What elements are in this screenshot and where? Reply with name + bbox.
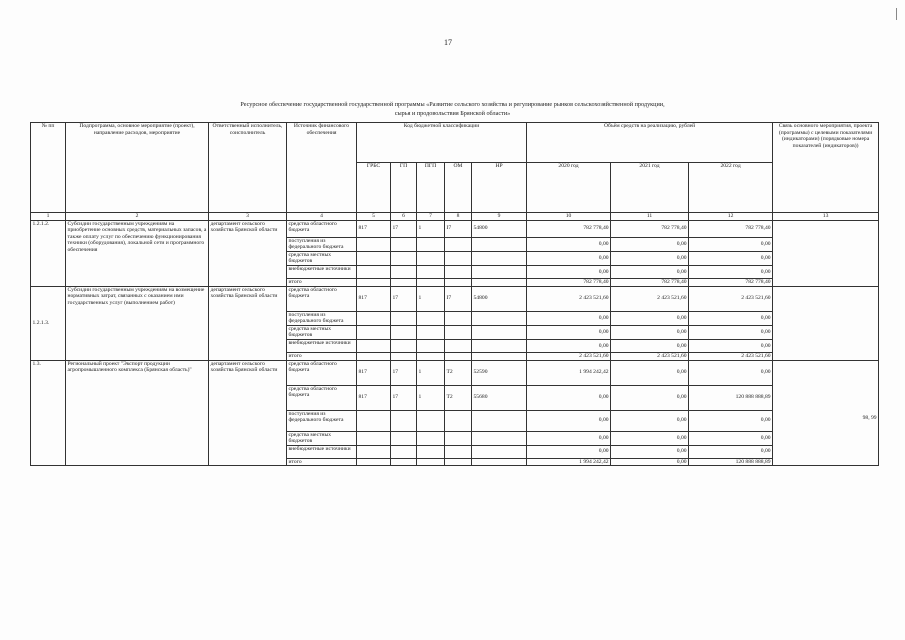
budget-code-gp: 17	[391, 286, 417, 311]
column-index: 8	[445, 213, 472, 221]
budget-code-om	[445, 352, 472, 360]
budget-code-gp	[391, 251, 417, 265]
budget-code-om	[445, 431, 472, 445]
amount-2020: 1 994 242,42	[527, 360, 611, 385]
amount-2020: 2 423 521,60	[527, 286, 611, 311]
budget-code-grbs	[357, 352, 391, 360]
header-volume: Объём средств на реализацию, рублей	[527, 123, 773, 163]
budget-code-grbs	[357, 265, 391, 278]
amount-2020: 1 994 242,42	[527, 458, 611, 466]
budget-code-grbs: 817	[357, 360, 391, 385]
funding-source-label: средства областного бюджета	[287, 385, 357, 410]
budget-code-grbs: 817	[357, 286, 391, 311]
budget-code-pgp	[417, 237, 445, 251]
budget-code-om	[445, 311, 472, 325]
budget-code-grbs: 817	[357, 220, 391, 237]
budget-code-grbs	[357, 431, 391, 445]
budget-code-om: I7	[445, 220, 472, 237]
budget-table-body	[31, 220, 879, 466]
header-grbs: ГРБС	[357, 163, 391, 213]
funding-source-label: внебюджетные источники	[287, 265, 357, 278]
budget-code-pgp	[417, 265, 445, 278]
budget-code-grbs	[357, 458, 391, 466]
budget-code-om	[445, 265, 472, 278]
header-om: ОМ	[445, 163, 472, 213]
budget-code-om	[445, 458, 472, 466]
budget-code-pgp	[417, 251, 445, 265]
amount-2022: 0,00	[689, 410, 773, 431]
amount-2022: 120 888 888,89	[689, 458, 773, 466]
header-source: Источник финансового обеспечения	[287, 123, 357, 213]
funding-source-label: поступления из федерального бюджета	[287, 237, 357, 251]
amount-2021: 0,00	[611, 458, 689, 466]
funding-source-row	[31, 220, 879, 237]
budget-code-nr	[472, 251, 527, 265]
resource-budget-table	[30, 122, 879, 466]
column-index: 7	[417, 213, 445, 221]
budget-code-gp	[391, 352, 417, 360]
amount-2022: 2 423 521,60	[689, 286, 773, 311]
amount-2021: 0,00	[611, 431, 689, 445]
funding-source-label: поступления из федерального бюджета	[287, 410, 357, 431]
budget-code-om	[445, 410, 472, 431]
column-index: 12	[689, 213, 773, 221]
header-indicator-link: Связь основного мероприятия, проекта (программы) с целевыми показателями (индикаторами) (порядковые номера показателей (индикаторов))	[773, 123, 879, 213]
budget-code-pgp: 1	[417, 385, 445, 410]
amount-2022: 0,00	[689, 445, 773, 458]
page-number: 17	[444, 38, 452, 47]
amount-2020: 0,00	[527, 431, 611, 445]
total-label: итого	[287, 278, 357, 286]
budget-code-grbs: 817	[357, 385, 391, 410]
budget-code-nr	[472, 237, 527, 251]
budget-code-pgp	[417, 410, 445, 431]
budget-code-gp	[391, 458, 417, 466]
funding-source-label: средства областного бюджета	[287, 220, 357, 237]
amount-2021: 0,00	[611, 360, 689, 385]
budget-code-nr	[472, 325, 527, 339]
amount-2021: 0,00	[611, 339, 689, 352]
amount-2022: 0,00	[689, 311, 773, 325]
section-executor: департамент сельского хозяйства Брянской области	[209, 286, 287, 360]
budget-code-pgp	[417, 445, 445, 458]
budget-code-grbs	[357, 445, 391, 458]
amount-2020: 0,00	[527, 311, 611, 325]
funding-source-label: средства местных бюджетов	[287, 431, 357, 445]
scan-edge-mark	[896, 8, 897, 20]
amount-2022: 0,00	[689, 339, 773, 352]
budget-code-pgp: 1	[417, 220, 445, 237]
column-index: 3	[209, 213, 287, 221]
column-index: 13	[773, 213, 879, 221]
header-program: Подпрограмма, основное мероприятие (проект), направление расходов, мероприятие	[66, 123, 209, 213]
header-gp: ГП	[391, 163, 417, 213]
amount-2022: 2 423 521,60	[689, 352, 773, 360]
budget-code-gp	[391, 278, 417, 286]
indicator-link	[773, 220, 879, 286]
budget-code-grbs	[357, 251, 391, 265]
header-executor: Ответственный исполнитель, соисполнитель	[209, 123, 287, 213]
section-executor: департамент сельского хозяйства Брянской области	[209, 220, 287, 286]
budget-code-om: T2	[445, 385, 472, 410]
funding-source-label: средства местных бюджетов	[287, 251, 357, 265]
budget-code-gp	[391, 325, 417, 339]
budget-code-gp	[391, 265, 417, 278]
budget-code-pgp: 1	[417, 286, 445, 311]
amount-2020: 0,00	[527, 339, 611, 352]
column-index-row	[31, 213, 879, 221]
amount-2021: 0,00	[611, 325, 689, 339]
amount-2021: 0,00	[611, 237, 689, 251]
document-title-line-2: сырья и продовольствия Брянской области»	[394, 110, 511, 117]
budget-code-nr	[472, 265, 527, 278]
amount-2020: 0,00	[527, 251, 611, 265]
amount-2021: 782 778,40	[611, 220, 689, 237]
budget-code-grbs	[357, 311, 391, 325]
funding-source-label: поступления из федерального бюджета	[287, 311, 357, 325]
funding-source-label: средства областного бюджета	[287, 360, 357, 385]
column-index: 6	[391, 213, 417, 221]
budget-code-nr	[472, 339, 527, 352]
budget-code-nr: 54800	[472, 220, 527, 237]
amount-2020: 782 778,40	[527, 278, 611, 286]
section-title: Субсидии государственным учреждениям на возмещение нормативных затрат, связанных с оказанием ими государственных услуг (выполнением работ)	[66, 286, 209, 360]
header-number: № пп	[31, 123, 66, 213]
budget-code-pgp	[417, 278, 445, 286]
header-year-2022: 2022 год	[689, 163, 773, 213]
amount-2022: 0,00	[689, 325, 773, 339]
budget-code-grbs	[357, 339, 391, 352]
amount-2021: 0,00	[611, 251, 689, 265]
budget-code-grbs	[357, 325, 391, 339]
column-index: 9	[472, 213, 527, 221]
indicator-link: 98, 99	[773, 360, 879, 466]
budget-code-pgp	[417, 431, 445, 445]
amount-2021: 0,00	[611, 265, 689, 278]
column-index: 5	[357, 213, 391, 221]
amount-2021: 0,00	[611, 410, 689, 431]
total-label: итого	[287, 458, 357, 466]
column-index: 11	[611, 213, 689, 221]
amount-2021: 2 423 521,60	[611, 286, 689, 311]
budget-code-nr	[472, 431, 527, 445]
budget-code-nr	[472, 278, 527, 286]
header-row-main	[31, 123, 879, 163]
budget-code-om: T2	[445, 360, 472, 385]
budget-code-nr: 55680	[472, 385, 527, 410]
budget-code-nr	[472, 410, 527, 431]
section-number: 1.3.	[31, 360, 66, 466]
header-nr: НР	[472, 163, 527, 213]
header-pgp: ПГП	[417, 163, 445, 213]
funding-source-row	[31, 360, 879, 385]
amount-2022: 0,00	[689, 265, 773, 278]
funding-source-row	[31, 286, 879, 311]
amount-2022: 0,00	[689, 431, 773, 445]
funding-source-label: средства местных бюджетов	[287, 325, 357, 339]
amount-2020: 0,00	[527, 410, 611, 431]
header-year-2021: 2021 год	[611, 163, 689, 213]
budget-code-om	[445, 445, 472, 458]
budget-code-gp	[391, 311, 417, 325]
budget-code-nr	[472, 445, 527, 458]
budget-code-nr	[472, 458, 527, 466]
total-label: итого	[287, 352, 357, 360]
budget-code-om	[445, 237, 472, 251]
budget-code-gp	[391, 237, 417, 251]
budget-code-gp: 17	[391, 220, 417, 237]
amount-2020: 0,00	[527, 385, 611, 410]
budget-code-nr	[472, 311, 527, 325]
funding-source-label: внебюджетные источники	[287, 339, 357, 352]
amount-2022: 0,00	[689, 360, 773, 385]
amount-2020: 2 423 521,60	[527, 352, 611, 360]
budget-code-om: I7	[445, 286, 472, 311]
budget-code-grbs	[357, 237, 391, 251]
amount-2022: 0,00	[689, 237, 773, 251]
column-index: 2	[66, 213, 209, 221]
budget-code-om	[445, 251, 472, 265]
header-year-2020: 2020 год	[527, 163, 611, 213]
budget-code-nr: 52590	[472, 360, 527, 385]
column-index: 4	[287, 213, 357, 221]
amount-2022: 0,00	[689, 251, 773, 265]
amount-2020: 0,00	[527, 445, 611, 458]
budget-code-gp: 17	[391, 360, 417, 385]
header-budget-code: Код бюджетной классификации	[357, 123, 527, 163]
funding-source-label: внебюджетные источники	[287, 445, 357, 458]
funding-source-label: средства областного бюджета	[287, 286, 357, 311]
amount-2021: 782 778,40	[611, 278, 689, 286]
budget-code-pgp	[417, 352, 445, 360]
budget-code-pgp	[417, 311, 445, 325]
budget-code-gp	[391, 339, 417, 352]
document-title-line-1: Ресурсное обеспечение государственной государственной программы «Развитие сельского хозяйства и регулирование рынков сельскохозяйственной продукции,	[240, 101, 665, 108]
budget-code-om	[445, 325, 472, 339]
budget-code-gp: 17	[391, 385, 417, 410]
budget-code-gp	[391, 431, 417, 445]
amount-2020: 0,00	[527, 325, 611, 339]
amount-2021: 0,00	[611, 311, 689, 325]
budget-code-pgp	[417, 339, 445, 352]
amount-2021: 2 423 521,60	[611, 352, 689, 360]
budget-code-nr	[472, 352, 527, 360]
amount-2020: 0,00	[527, 237, 611, 251]
section-executor: департамент сельского хозяйства Брянской области	[209, 360, 287, 466]
amount-2020: 782 778,40	[527, 220, 611, 237]
amount-2022: 782 778,40	[689, 278, 773, 286]
section-number: 1.2.1.3.	[31, 286, 66, 360]
budget-code-grbs	[357, 410, 391, 431]
column-index: 10	[527, 213, 611, 221]
budget-code-om	[445, 339, 472, 352]
section-title: Субсидии государственным учреждениям на приобретение основных средств, материальных запасов, а также оплату услуг по обеспечению функционирования техники (оборудования), локальной сети и программного обеспечения	[66, 220, 209, 286]
section-number: 1.2.1.2.	[31, 220, 66, 286]
amount-2021: 0,00	[611, 385, 689, 410]
budget-code-gp	[391, 445, 417, 458]
budget-code-pgp	[417, 458, 445, 466]
budget-code-nr: 54800	[472, 286, 527, 311]
indicator-link	[773, 286, 879, 360]
budget-code-gp	[391, 410, 417, 431]
amount-2022: 782 778,40	[689, 220, 773, 237]
amount-2020: 0,00	[527, 265, 611, 278]
budget-code-pgp: 1	[417, 360, 445, 385]
budget-code-pgp	[417, 325, 445, 339]
amount-2022: 120 888 888,89	[689, 385, 773, 410]
budget-code-grbs	[357, 278, 391, 286]
column-index: 1	[31, 213, 66, 221]
amount-2021: 0,00	[611, 445, 689, 458]
budget-code-om	[445, 278, 472, 286]
section-title: Региональный проект "Экспорт продукции агропромышленного комплекса (Брянская область)"	[66, 360, 209, 466]
